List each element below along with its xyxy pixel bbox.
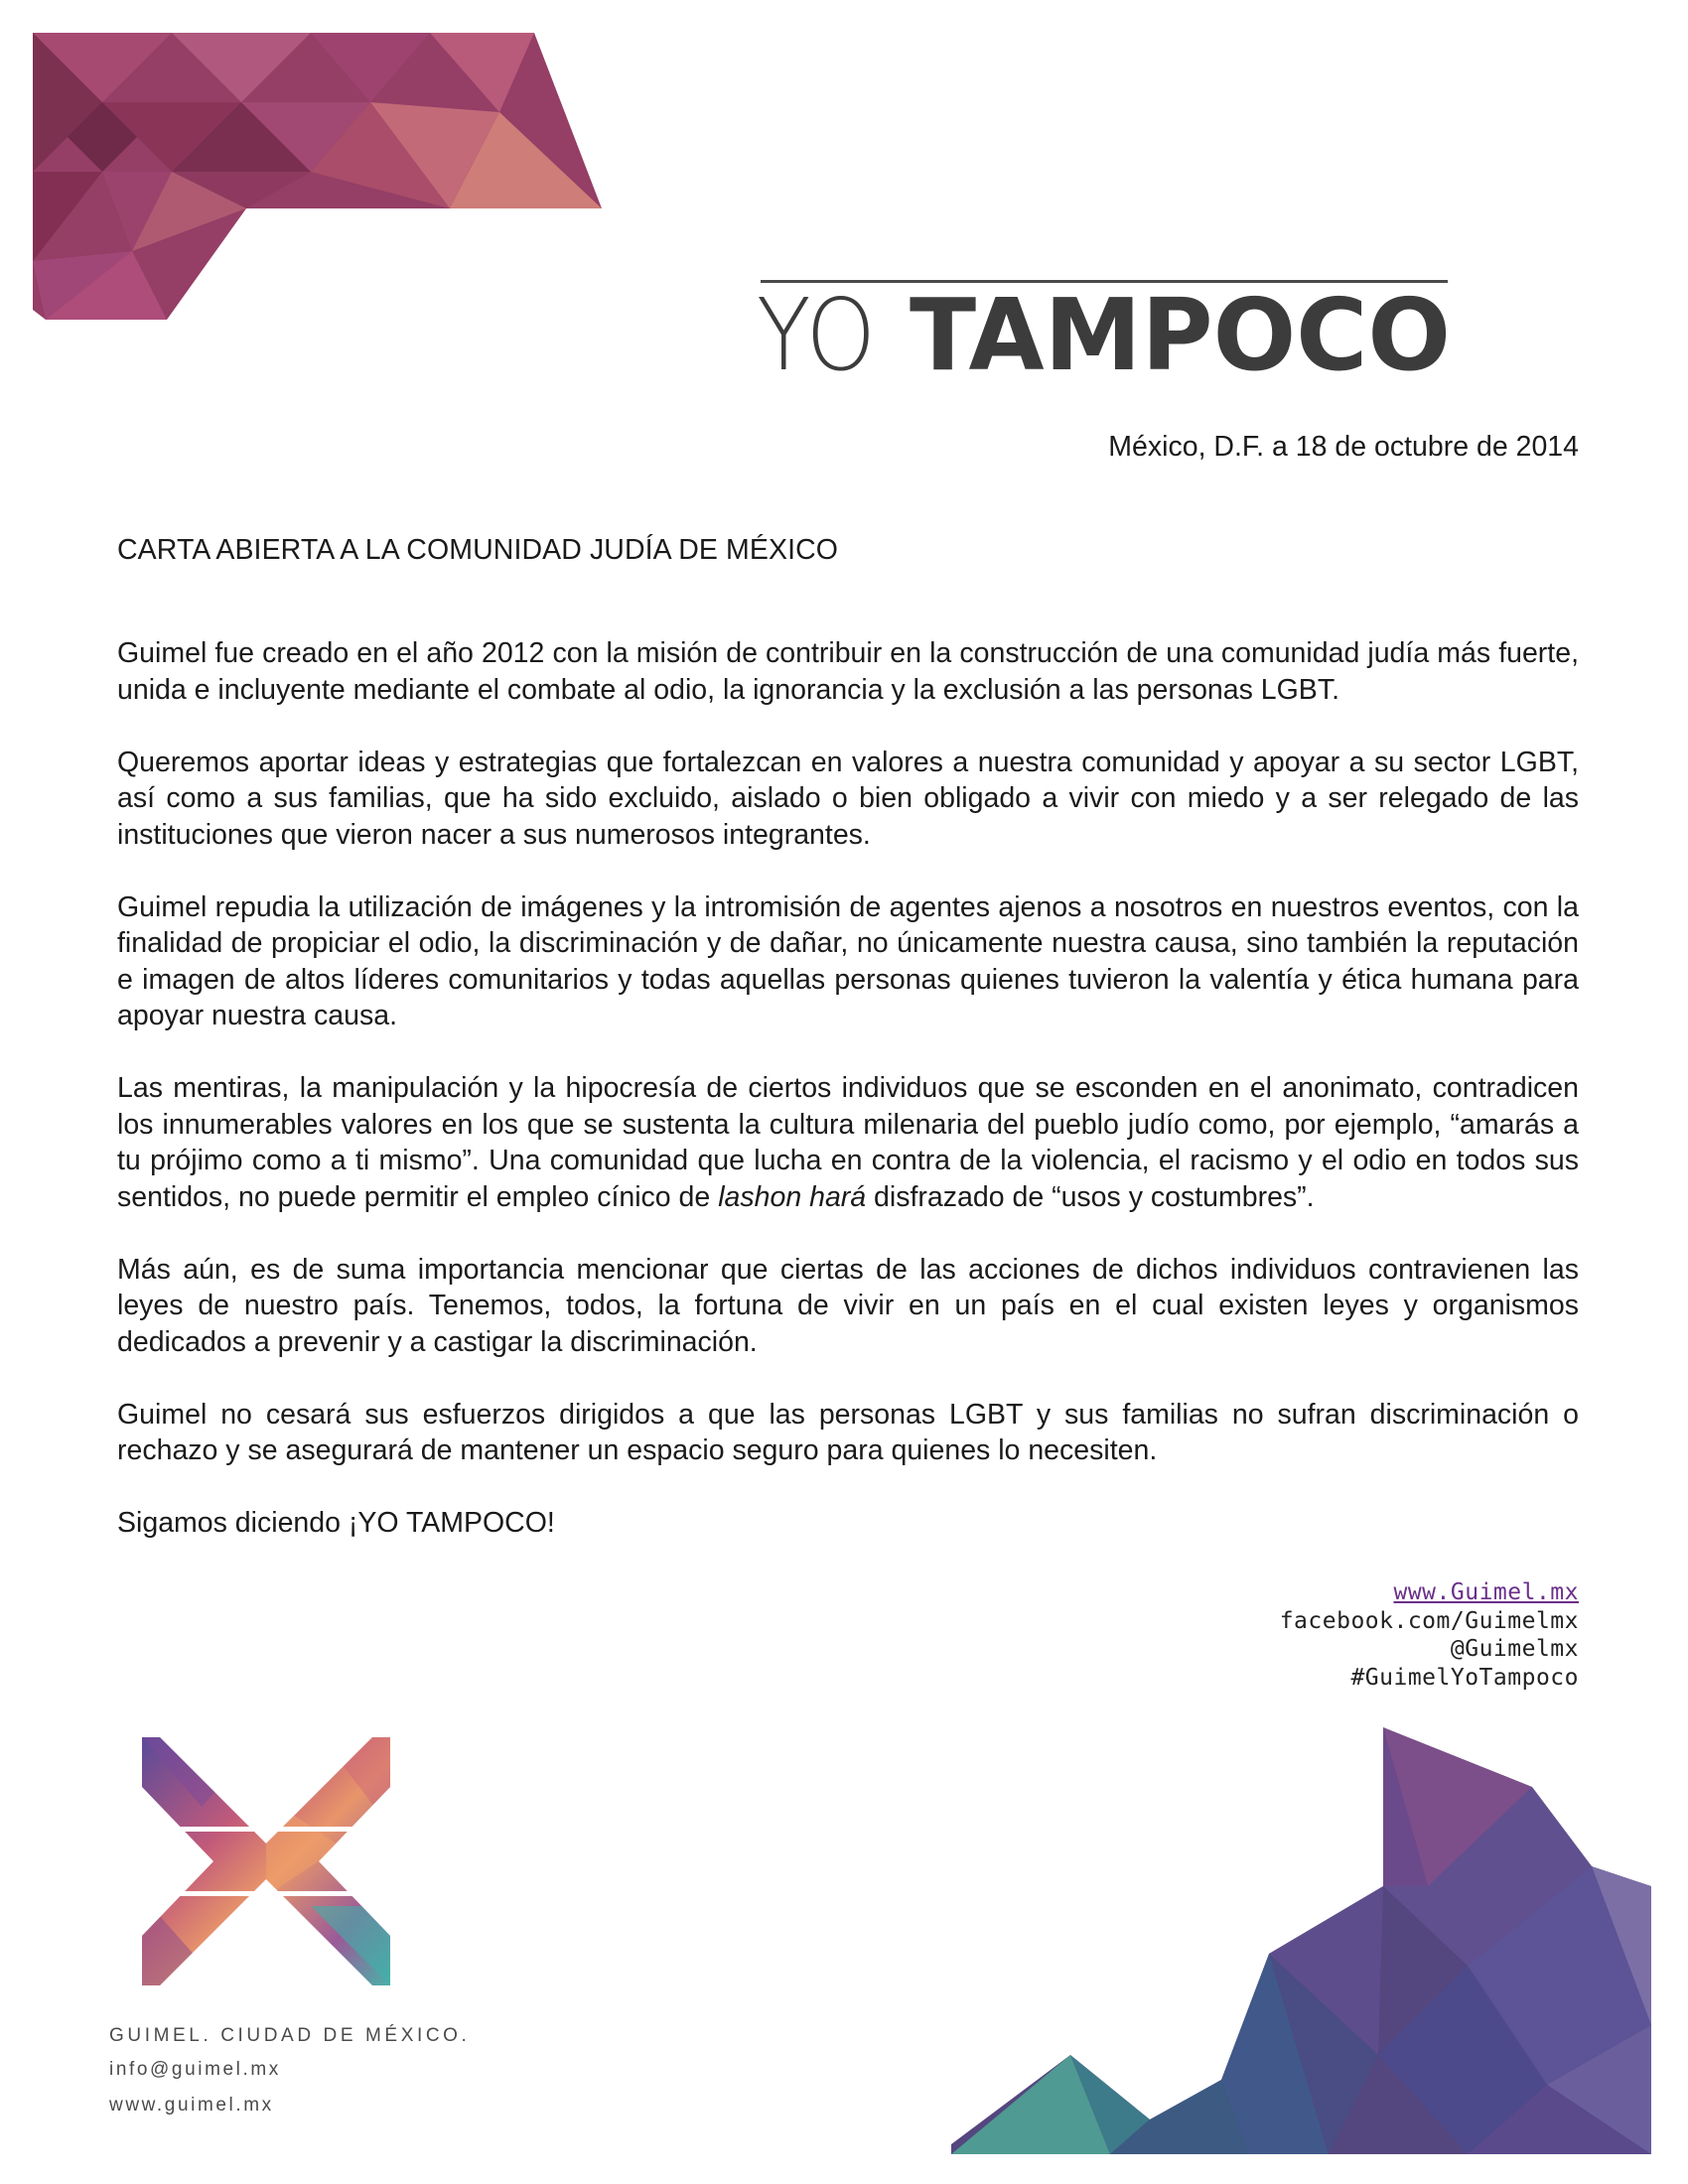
letter-title: CARTA ABIERTA A LA COMUNIDAD JUDÍA DE MÉXICO (117, 534, 839, 566)
guimel-emblem-icon (142, 1737, 390, 1985)
bottom-geometric-decoration (951, 1727, 1656, 2164)
facebook-link: facebook.com/Guimelmx (1279, 1607, 1579, 1634)
paragraph-6: Guimel no cesará sus esfuerzos dirigidos a que las personas LGBT y sus familias no sufran discriminación o rechazo y se asegurará de mantener un espacio seguro para quienes lo necesiten. (117, 1398, 1579, 1466)
paragraph-1: Guimel fue creado en el año 2012 con la misión de contribuir en la construcción de una comunidad judía más fuerte, unida e incluyente mediante el combate al odio, la ignorancia y la exclusión a las personas LGBT. (117, 637, 1579, 706)
footer-website[interactable]: www.guimel.mx (109, 2095, 274, 2116)
paragraph-4-text-a: Las mentiras, la manipulación y la hipocresía de ciertos individuos que se esconden en el anonimato, contradicen los innumerables valores en los que se sustenta la cultura milenaria del pueblo judío como, por ejemplo, “amarás a tu prójimo como a ti mismo”. Una comunidad que lucha en contra de la violencia, el racismo y el odio en todos sus sentidos, no puede permitir el empleo cínico de (117, 1072, 1579, 1213)
social-links (1280, 1578, 1579, 1692)
paragraph-4-text-b: disfrazado de “usos y costumbres”. (866, 1180, 1315, 1213)
twitter-handle: @Guimelmx (1450, 1636, 1579, 1662)
logo-word-tampoco: TAMPOCO (910, 277, 1451, 393)
paragraph-4 (117, 1070, 1579, 1215)
footer-organization: GUIMEL. CIUDAD DE MÉXICO. (109, 2025, 471, 2046)
hashtag: #GuimelYoTampoco (1350, 1664, 1579, 1691)
closing-line: Sigamos diciendo ¡YO TAMPOCO! (117, 1507, 555, 1539)
footer-email[interactable]: info@guimel.mx (109, 2059, 281, 2080)
top-geometric-decoration (33, 33, 609, 321)
paragraph-3: Guimel repudia la utilización de imágenes y la intromisión de agentes ajenos a nosotros en nuestros eventos, con la finalidad de propiciar el odio, la discriminación y de dañar, no únicamente nuestra causa, sino también la reputación e imagen de altos líderes comunitarios y todas aquellas personas quienes tuvieron la valentía y ética humana para apoyar nuestra causa. (117, 890, 1579, 1031)
yo-tampoco-logo (755, 274, 1470, 393)
letter-body (117, 635, 1579, 1542)
logo-word-yo: YO (757, 277, 876, 393)
lashon-hara-term: lashon hará (718, 1180, 867, 1213)
date-line: México, D.F. a 18 de octubre de 2014 (1108, 431, 1579, 463)
website-link[interactable]: www.Guimel.mx (1393, 1579, 1579, 1605)
paragraph-2: Queremos aportar ideas y estrategias que fortalezcan en valores a nuestra comunidad y apoyar a su sector LGBT, así como a sus familias, que ha sido excluido, aislado o bien obligado a vivir con miedo y a ser relegado de las instituciones que vieron nacer a sus numerosos integrantes. (117, 746, 1579, 851)
paragraph-5: Más aún, es de suma importancia mencionar que ciertas de las acciones de dichos individuos contravienen las leyes de nuestro país. Tenemos, todos, la fortuna de vivir en un país en el cual existen leyes y organismos dedicados a prevenir y a castigar la discriminación. (117, 1253, 1579, 1358)
